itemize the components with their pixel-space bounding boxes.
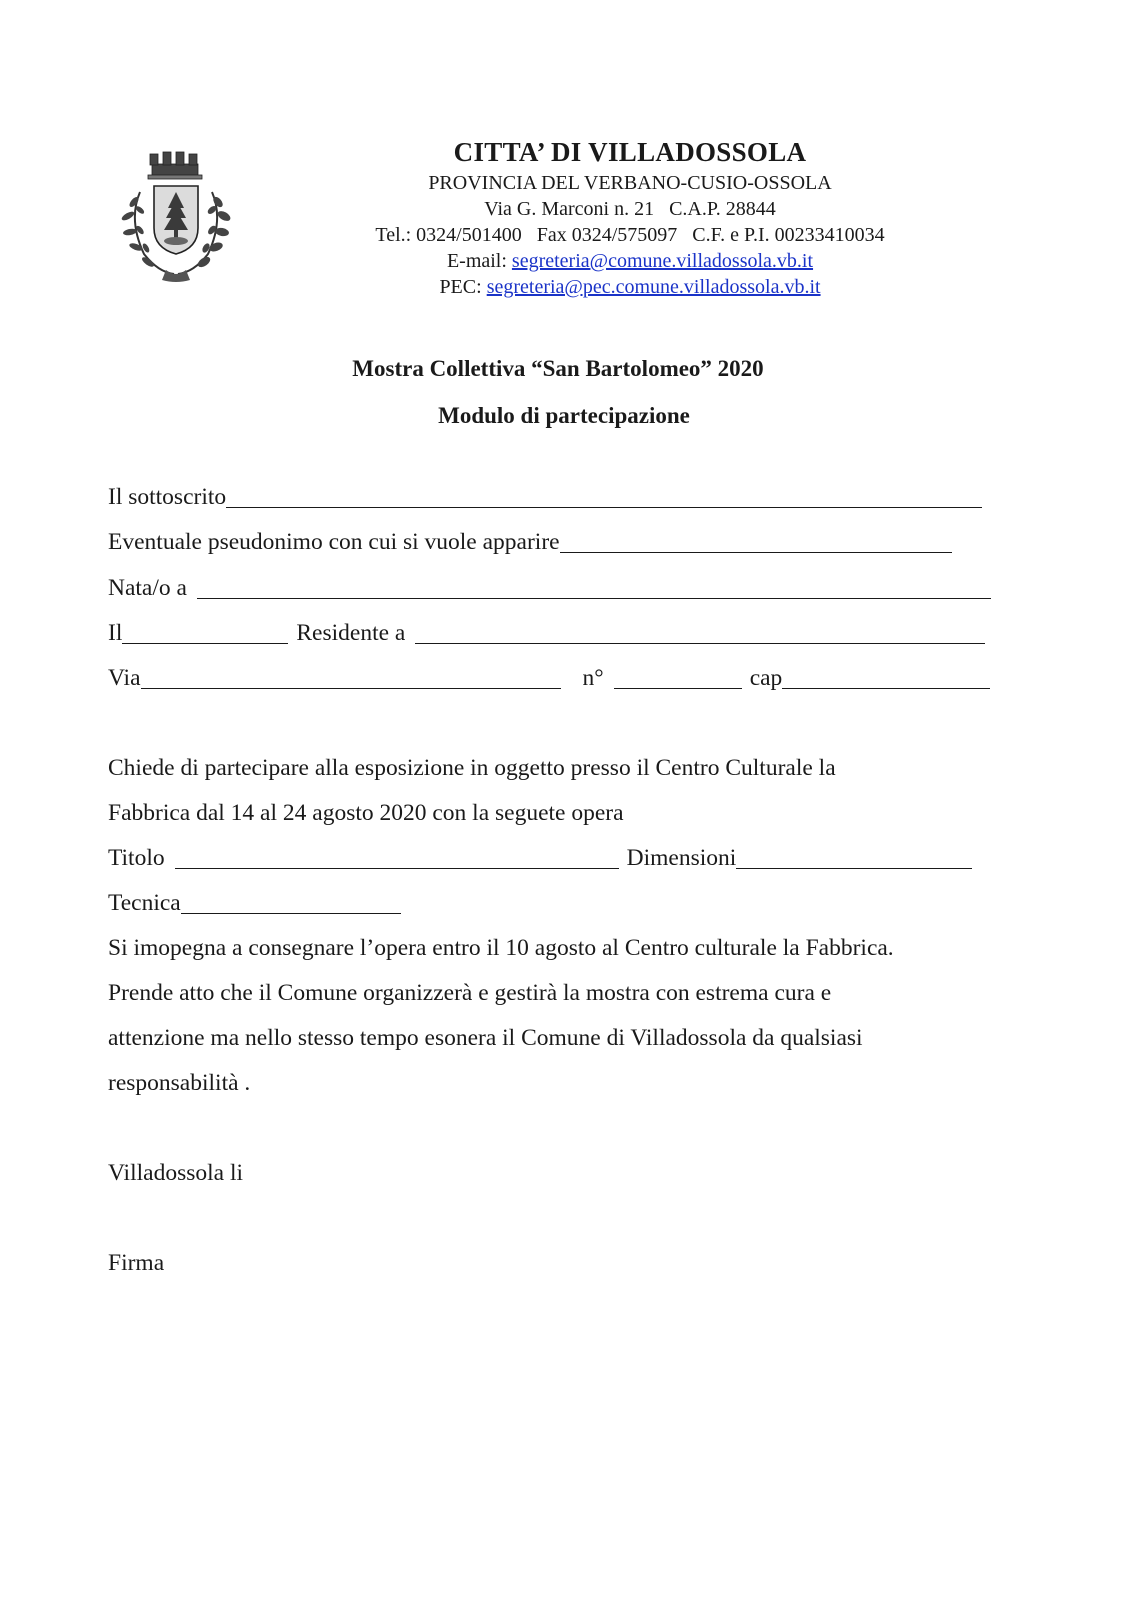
label-nato: Nata/o a	[108, 575, 187, 601]
disclaimer-line-3: responsabilità .	[108, 1070, 251, 1096]
disclaimer-line-1: Prende atto che il Comune organizzerà e gestirà la mostra con estrema cura e	[108, 980, 832, 1006]
field-nato	[108, 573, 991, 603]
city-name: CITTA’ DI VILLADOSSOLA	[453, 137, 807, 167]
phone-line: Tel.: 0324/501400 Fax 0324/575097 C.F. e P.I. 00233410034	[375, 224, 885, 246]
place-date-label: Villadossola li	[108, 1160, 244, 1186]
input-residente[interactable]	[415, 621, 985, 644]
email-label: E-mail:	[446, 250, 512, 272]
request-line-2: Fabbrica dal 14 al 24 agosto 2020 con la seguete opera	[108, 800, 624, 826]
input-numero[interactable]	[614, 666, 742, 689]
pec-link[interactable]: segreteria@pec.comune.villadossola.vb.it	[486, 276, 821, 298]
field-sottoscritto	[108, 482, 982, 512]
field-titolo-dimensioni	[108, 843, 972, 873]
signature-label: Firma	[108, 1250, 165, 1276]
field-pseudonimo	[108, 527, 952, 557]
pec-label: PEC:	[439, 276, 487, 298]
input-data-nascita[interactable]	[122, 621, 288, 644]
consegna-line: Si imopegna a consegnare l’opera entro il 10 agosto al Centro culturale la Fabbrica.	[108, 935, 894, 961]
province-name: PROVINCIA DEL VERBANO-CUSIO-OSSOLA	[428, 172, 832, 194]
label-numero: n°	[582, 665, 604, 691]
input-sottoscritto[interactable]	[226, 485, 982, 508]
document-title: Mostra Collettiva “San Bartolomeo” 2020	[352, 356, 764, 381]
label-titolo: Titolo	[108, 845, 165, 871]
document-subtitle: Modulo di partecipazione	[438, 403, 690, 428]
pec-line	[330, 274, 930, 300]
input-titolo[interactable]	[175, 846, 619, 869]
label-cap: cap	[749, 665, 783, 691]
input-pseudonimo[interactable]	[560, 530, 952, 553]
email-line	[330, 248, 930, 274]
address-line: Via G. Marconi n. 21 C.A.P. 28844	[484, 198, 776, 220]
input-tecnica[interactable]	[181, 891, 401, 914]
field-il-residente	[108, 618, 985, 648]
label-tecnica: Tecnica	[108, 890, 181, 916]
label-sottoscritto: Il sottoscrito	[108, 484, 227, 510]
input-via[interactable]	[141, 666, 561, 689]
email-link[interactable]: segreteria@comune.villadossola.vb.it	[511, 250, 814, 272]
disclaimer-line-2: attenzione ma nello stesso tempo esonera il Comune di Villadossola da qualsiasi	[108, 1025, 863, 1051]
label-via: Via	[108, 665, 141, 691]
label-pseudonimo: Eventuale pseudonimo con cui si vuole apparire	[108, 529, 560, 555]
input-dimensioni[interactable]	[736, 846, 972, 869]
label-dimensioni: Dimensioni	[626, 845, 737, 871]
coat-of-arms-icon	[110, 150, 242, 285]
label-residente: Residente a	[296, 620, 406, 646]
label-il: Il	[108, 620, 123, 646]
letterhead	[330, 134, 930, 300]
field-via	[108, 663, 990, 693]
request-line-1: Chiede di partecipare alla esposizione in oggetto presso il Centro Culturale la	[108, 755, 836, 781]
input-nato[interactable]	[197, 576, 991, 599]
input-cap[interactable]	[782, 666, 990, 689]
field-tecnica	[108, 888, 401, 918]
